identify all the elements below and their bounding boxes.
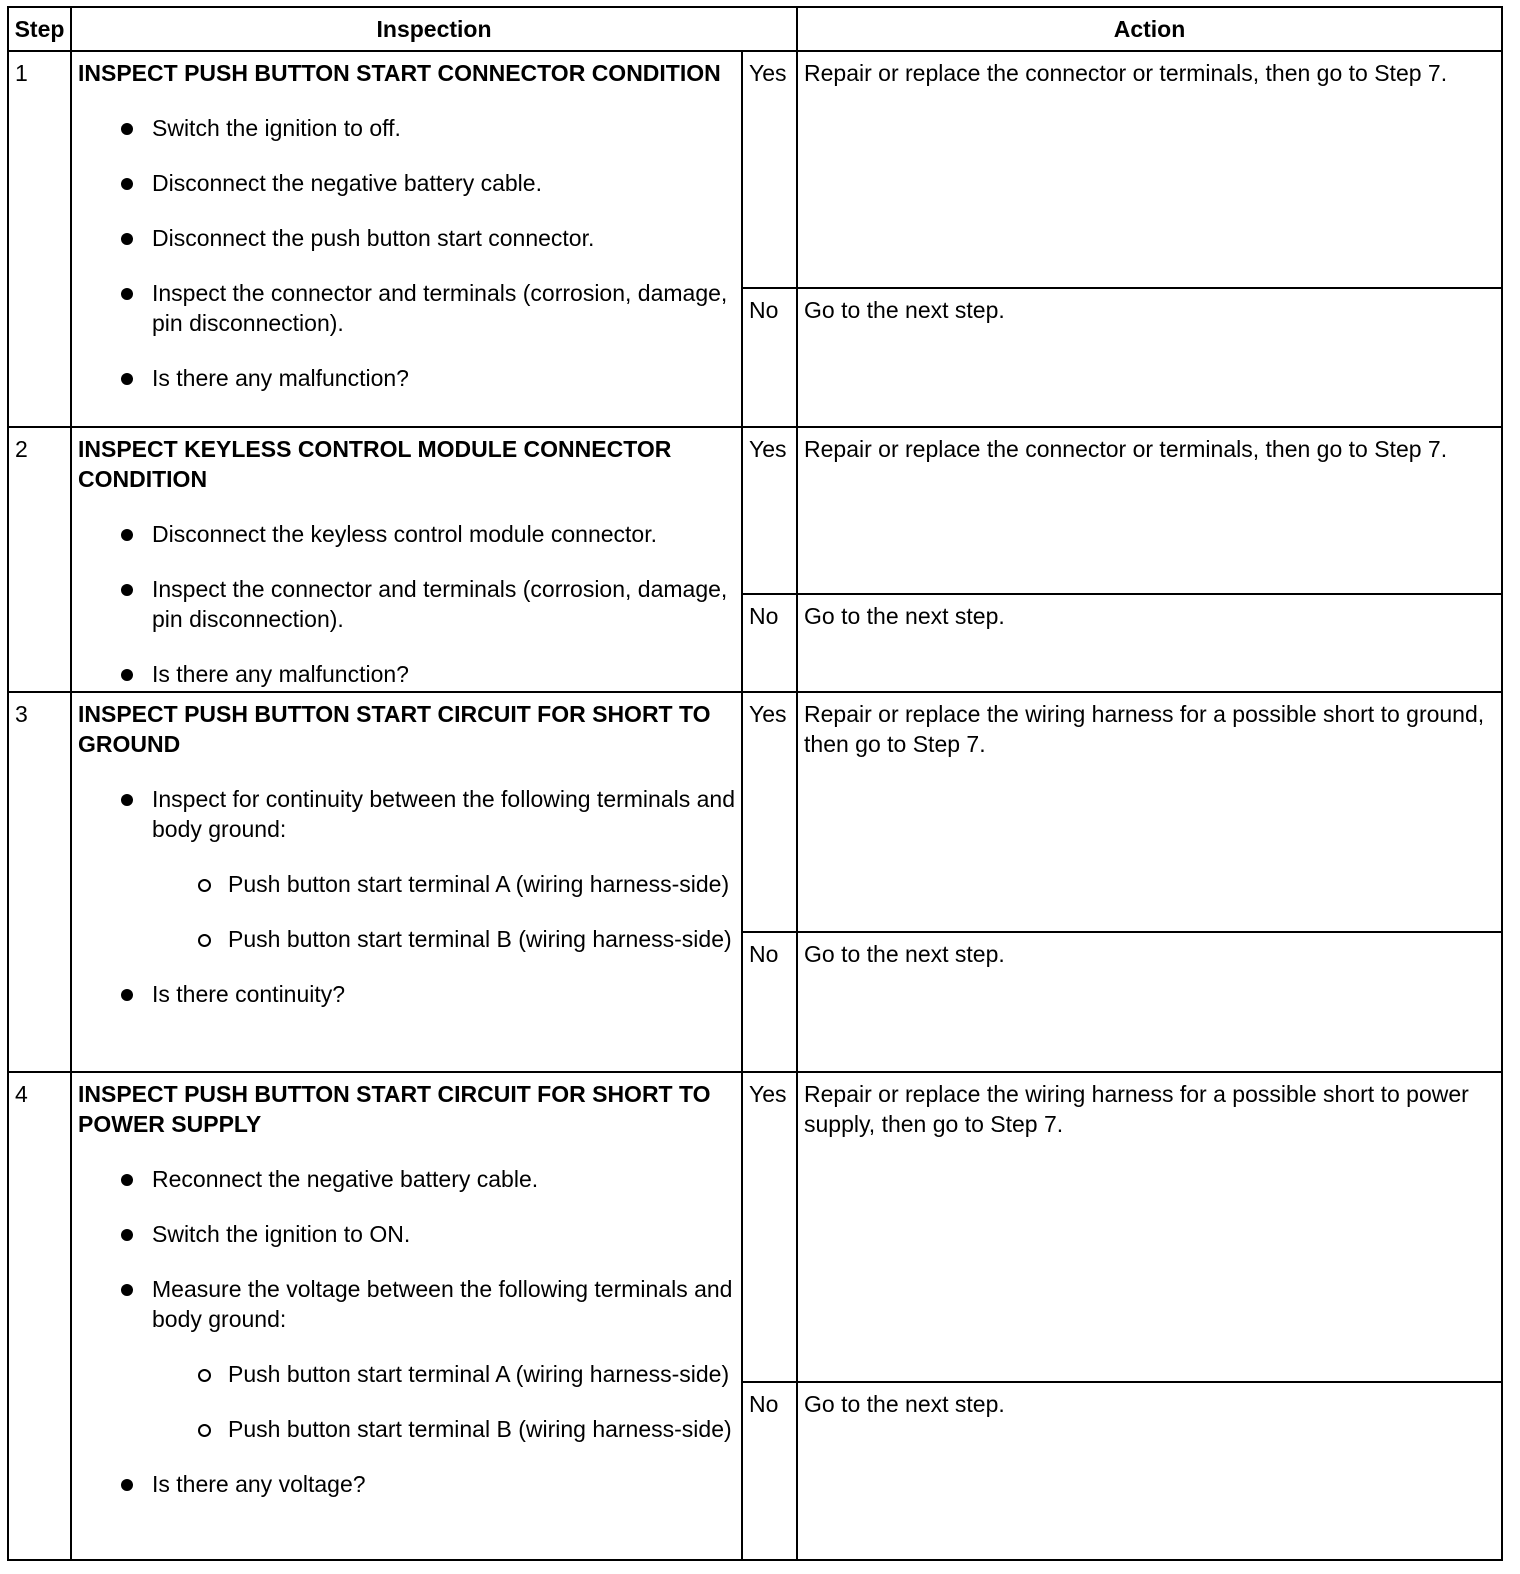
bullet-item: Disconnect the push button start connector. <box>78 223 735 253</box>
inspection-title: INSPECT KEYLESS CONTROL MODULE CONNECTOR CONDITION <box>78 436 672 492</box>
bullet-item: Inspect the connector and terminals (corrosion, damage, pin disconnection). <box>78 574 735 634</box>
bullet-item: Disconnect the keyless control module connector. <box>78 519 735 549</box>
no-action: Go to the next step. <box>797 1382 1502 1560</box>
step-row-3-yes <box>8 692 1502 932</box>
bullet-item <box>78 1274 735 1444</box>
header-row <box>8 7 1502 51</box>
bullet-item: Switch the ignition to ON. <box>78 1219 735 1249</box>
bullet-item: Is there any malfunction? <box>78 659 735 689</box>
header-action: Action <box>797 7 1502 51</box>
no-label: No <box>742 594 797 692</box>
step-row-4-yes <box>8 1072 1502 1382</box>
bullet-list <box>78 113 735 393</box>
inspection-cell <box>71 51 742 427</box>
bullet-list <box>78 784 735 1009</box>
bullet-item: Inspect the connector and terminals (corrosion, damage, pin disconnection). <box>78 278 735 338</box>
bullet-item: Reconnect the negative battery cable. <box>78 1164 735 1194</box>
sub-bullet-item: Push button start terminal B (wiring harness-side) <box>78 924 735 954</box>
sub-bullet-item: Push button start terminal A (wiring harness-side) <box>78 869 735 899</box>
yes-action: Repair or replace the connector or terminals, then go to Step 7. <box>797 427 1502 594</box>
inspection-cell <box>71 1072 742 1560</box>
step-row-1-yes <box>8 51 1502 288</box>
no-label: No <box>742 932 797 1072</box>
bullet-list <box>78 1164 735 1499</box>
yes-label: Yes <box>742 51 797 288</box>
inspection-cell <box>71 427 742 692</box>
no-action: Go to the next step. <box>797 932 1502 1072</box>
bullet-item: Switch the ignition to off. <box>78 113 735 143</box>
inspection-title: INSPECT PUSH BUTTON START CONNECTOR CONDITION <box>78 60 721 86</box>
no-label: No <box>742 288 797 427</box>
sub-bullet-list <box>78 1359 735 1444</box>
step-number: 4 <box>8 1072 71 1560</box>
bullet-item: Is there any malfunction? <box>78 363 735 393</box>
bullet-item <box>78 784 735 954</box>
yes-label: Yes <box>742 692 797 932</box>
bullet-list <box>78 519 735 689</box>
no-action: Go to the next step. <box>797 288 1502 427</box>
inspection-title: INSPECT PUSH BUTTON START CIRCUIT FOR SHORT TO GROUND <box>78 701 711 757</box>
step-number: 2 <box>8 427 71 692</box>
sub-bullet-item: Push button start terminal B (wiring harness-side) <box>78 1414 735 1444</box>
sub-bullet-item: Push button start terminal A (wiring harness-side) <box>78 1359 735 1389</box>
yes-action: Repair or replace the wiring harness for a possible short to power supply, then go to Step 7. <box>797 1072 1502 1382</box>
step-number: 1 <box>8 51 71 427</box>
inspection-title: INSPECT PUSH BUTTON START CIRCUIT FOR SHORT TO POWER SUPPLY <box>78 1081 711 1137</box>
yes-action: Repair or replace the wiring harness for a possible short to ground, then go to Step 7. <box>797 692 1502 932</box>
yes-label: Yes <box>742 427 797 594</box>
bullet-text: Measure the voltage between the following terminals and body ground: <box>152 1276 733 1332</box>
header-inspection: Inspection <box>71 7 797 51</box>
bullet-item: Disconnect the negative battery cable. <box>78 168 735 198</box>
no-action: Go to the next step. <box>797 594 1502 692</box>
bullet-item: Is there continuity? <box>78 979 735 1009</box>
header-step: Step <box>8 7 71 51</box>
step-row-2-yes <box>8 427 1502 594</box>
bullet-item: Is there any voltage? <box>78 1469 735 1499</box>
sub-bullet-list <box>78 869 735 954</box>
bullet-text: Inspect for continuity between the following terminals and body ground: <box>152 786 735 842</box>
diagnostic-table <box>7 6 1503 1561</box>
no-label: No <box>742 1382 797 1560</box>
inspection-cell <box>71 692 742 1072</box>
step-number: 3 <box>8 692 71 1072</box>
yes-action: Repair or replace the connector or terminals, then go to Step 7. <box>797 51 1502 288</box>
yes-label: Yes <box>742 1072 797 1382</box>
